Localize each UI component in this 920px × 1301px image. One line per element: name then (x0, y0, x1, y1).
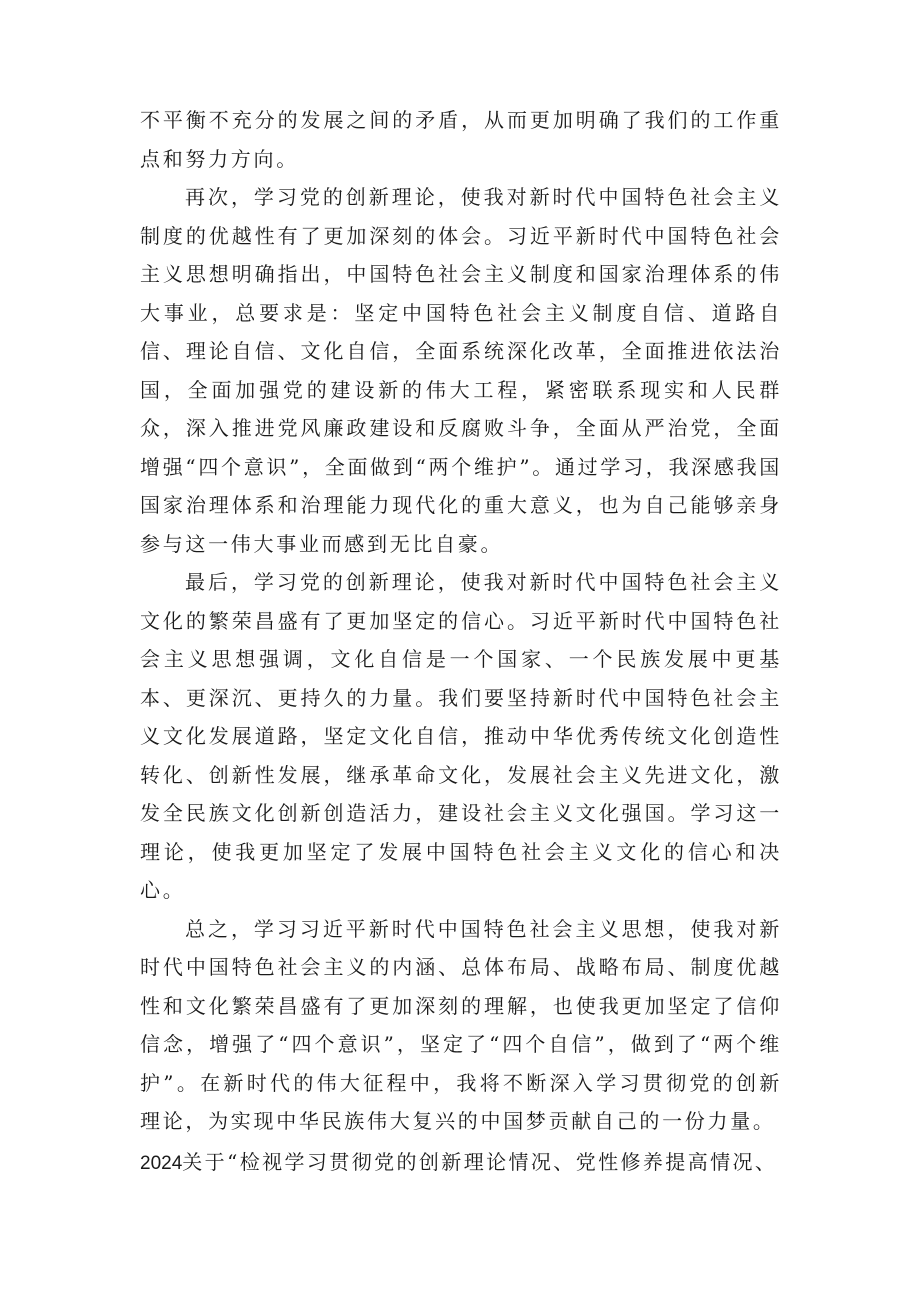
next-section-heading (140, 1143, 800, 1184)
paragraph-conclusion: 总之，学习习近平新时代中国特色社会主义思想，使我对新时代中国特色社会主义的内涵、总体布局、战略布局、制度优越性和文化繁荣昌盛有了更加深刻的理解，也使我更加坚定了信仰信念，增强了“四个意识”，坚定了“四个自信”，做到了“两个维护”。在新时代的伟大征程中，我将不断深入学习贯彻党的创新理论，为实现中华民族伟大复兴的中国梦贡献自己的一份力量。 (140, 916, 782, 1133)
body-text (140, 101, 782, 1141)
paragraph-culture: 最后，学习党的创新理论，使我对新时代中国特色社会主义文化的繁荣昌盛有了更加坚定的信心。习近平新时代中国特色社会主义思想强调，文化自信是一个国家、一个民族发展中更基本、更深沉、更持久的力量。我们要坚持新时代中国特色社会主义文化发展道路，坚定文化自信，推动中华优秀传统文化创造性转化、创新性发展，继承革命文化，发展社会主义先进文化，激发全民族文化创新创造活力，建设社会主义文化强国。学习这一理论，使我更加坚定了发展中国特色社会主义文化的信心和决心。 (140, 570, 782, 902)
paragraph-continuation: 不平衡不充分的发展之间的矛盾，从而更加明确了我们的工作重点和努力方向。 (140, 108, 782, 171)
heading-text: 关于“检视学习贯彻党的创新理论情况、党性修养提高情况、 (182, 1150, 778, 1174)
paragraph-institution: 再次，学习党的创新理论，使我对新时代中国特色社会主义制度的优越性有了更加深刻的体会。习近平新时代中国特色社会主义思想明确指出，中国特色社会主义制度和国家治理体系的伟大事业，总要求是：坚定中国特色社会主义制度自信、道路自信、理论自信、文化自信，全面系统深化改革，全面推进依法治国，全面加强党的建设新的伟大工程，紧密联系现实和人民群众，深入推进党风廉政建设和反腐败斗争，全面从严治党，全面增强“四个意识”，全面做到“两个维护”。通过学习，我深感我国国家治理体系和治理能力现代化的重大意义，也为自己能够亲身参与这一伟大事业而感到无比自豪。 (140, 185, 782, 556)
heading-year: 2024 (140, 1153, 183, 1174)
